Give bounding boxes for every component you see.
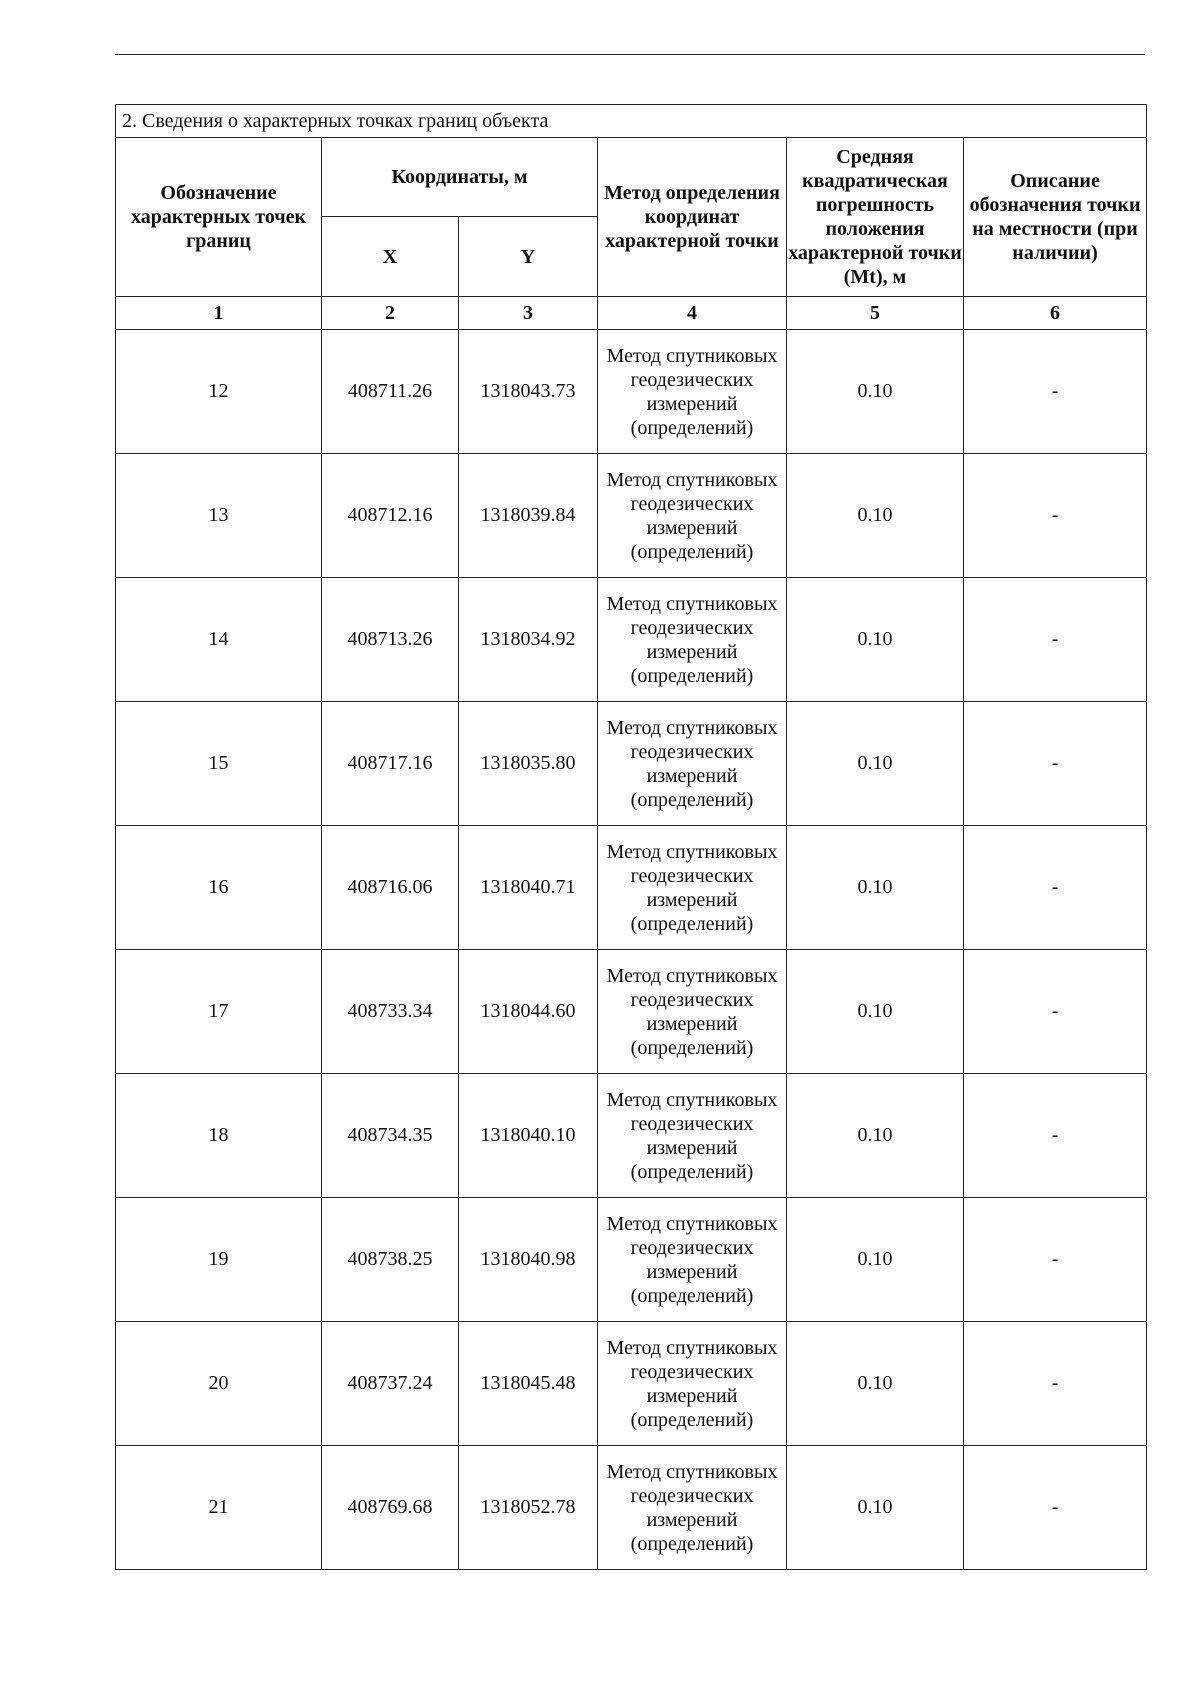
y-cell: 1318052.78: [459, 1446, 598, 1570]
header-coords: Координаты, м: [322, 138, 598, 217]
x-cell: 408713.26: [322, 578, 459, 702]
description-cell: -: [964, 1198, 1147, 1322]
method-cell: Метод спутниковых геодезических измерений (определений): [598, 950, 787, 1074]
method-cell: Метод спутниковых геодезических измерений (определений): [598, 1446, 787, 1570]
method-cell: Метод спутниковых геодезических измерений (определений): [598, 1198, 787, 1322]
description-cell: -: [964, 1074, 1147, 1198]
column-number: 1: [116, 297, 322, 330]
method-cell: Метод спутниковых геодезических измерений (определений): [598, 1322, 787, 1446]
top-rule: [115, 54, 1145, 55]
x-cell: 408769.68: [322, 1446, 459, 1570]
boundary-points-table: [115, 104, 1147, 1570]
y-cell: 1318045.48: [459, 1322, 598, 1446]
table-row: [116, 330, 1147, 454]
table-row: [116, 578, 1147, 702]
table-row: [116, 1322, 1147, 1446]
y-cell: 1318043.73: [459, 330, 598, 454]
y-cell: 1318034.92: [459, 578, 598, 702]
table-row: [116, 1074, 1147, 1198]
x-cell: 408734.35: [322, 1074, 459, 1198]
column-number: 5: [787, 297, 964, 330]
point-cell: 19: [116, 1198, 322, 1322]
accuracy-cell: 0.10: [787, 454, 964, 578]
header-method: Метод определения координат характерной точки: [598, 138, 787, 297]
header-accuracy: Средняя квадратическая погрешность положения характерной точки (Mt), м: [787, 138, 964, 297]
column-number: 4: [598, 297, 787, 330]
description-cell: -: [964, 454, 1147, 578]
accuracy-cell: 0.10: [787, 1322, 964, 1446]
accuracy-cell: 0.10: [787, 578, 964, 702]
accuracy-cell: 0.10: [787, 1446, 964, 1570]
description-cell: -: [964, 330, 1147, 454]
column-number: 2: [322, 297, 459, 330]
description-cell: -: [964, 1446, 1147, 1570]
description-cell: -: [964, 826, 1147, 950]
method-cell: Метод спутниковых геодезических измерений (определений): [598, 702, 787, 826]
section-title: 2. Сведения о характерных точках границ объекта: [116, 105, 1147, 138]
description-cell: -: [964, 702, 1147, 826]
header-description: Описание обозначения точки на местности (при наличии): [964, 138, 1147, 297]
point-cell: 15: [116, 702, 322, 826]
accuracy-cell: 0.10: [787, 330, 964, 454]
table-row: [116, 702, 1147, 826]
description-cell: -: [964, 578, 1147, 702]
header-y: Y: [459, 217, 598, 297]
column-number-row: [116, 297, 1147, 330]
table-row: [116, 950, 1147, 1074]
table-row: [116, 1198, 1147, 1322]
point-cell: 18: [116, 1074, 322, 1198]
x-cell: 408717.16: [322, 702, 459, 826]
table-row: [116, 454, 1147, 578]
point-cell: 20: [116, 1322, 322, 1446]
description-cell: -: [964, 1322, 1147, 1446]
x-cell: 408712.16: [322, 454, 459, 578]
method-cell: Метод спутниковых геодезических измерений (определений): [598, 1074, 787, 1198]
point-cell: 16: [116, 826, 322, 950]
point-cell: 14: [116, 578, 322, 702]
point-cell: 13: [116, 454, 322, 578]
y-cell: 1318040.98: [459, 1198, 598, 1322]
accuracy-cell: 0.10: [787, 950, 964, 1074]
point-cell: 12: [116, 330, 322, 454]
y-cell: 1318044.60: [459, 950, 598, 1074]
y-cell: 1318040.10: [459, 1074, 598, 1198]
method-cell: Метод спутниковых геодезических измерений (определений): [598, 826, 787, 950]
x-cell: 408711.26: [322, 330, 459, 454]
point-cell: 21: [116, 1446, 322, 1570]
y-cell: 1318035.80: [459, 702, 598, 826]
x-cell: 408733.34: [322, 950, 459, 1074]
accuracy-cell: 0.10: [787, 1198, 964, 1322]
point-cell: 17: [116, 950, 322, 1074]
y-cell: 1318040.71: [459, 826, 598, 950]
x-cell: 408716.06: [322, 826, 459, 950]
table-row: [116, 1446, 1147, 1570]
column-number: 3: [459, 297, 598, 330]
method-cell: Метод спутниковых геодезических измерений (определений): [598, 578, 787, 702]
method-cell: Метод спутниковых геодезических измерений (определений): [598, 330, 787, 454]
x-cell: 408737.24: [322, 1322, 459, 1446]
y-cell: 1318039.84: [459, 454, 598, 578]
x-cell: 408738.25: [322, 1198, 459, 1322]
accuracy-cell: 0.10: [787, 702, 964, 826]
description-cell: -: [964, 950, 1147, 1074]
column-number: 6: [964, 297, 1147, 330]
accuracy-cell: 0.10: [787, 826, 964, 950]
header-point: Обозначение характерных точек границ: [116, 138, 322, 297]
accuracy-cell: 0.10: [787, 1074, 964, 1198]
method-cell: Метод спутниковых геодезических измерений (определений): [598, 454, 787, 578]
header-x: X: [322, 217, 459, 297]
table-row: [116, 826, 1147, 950]
